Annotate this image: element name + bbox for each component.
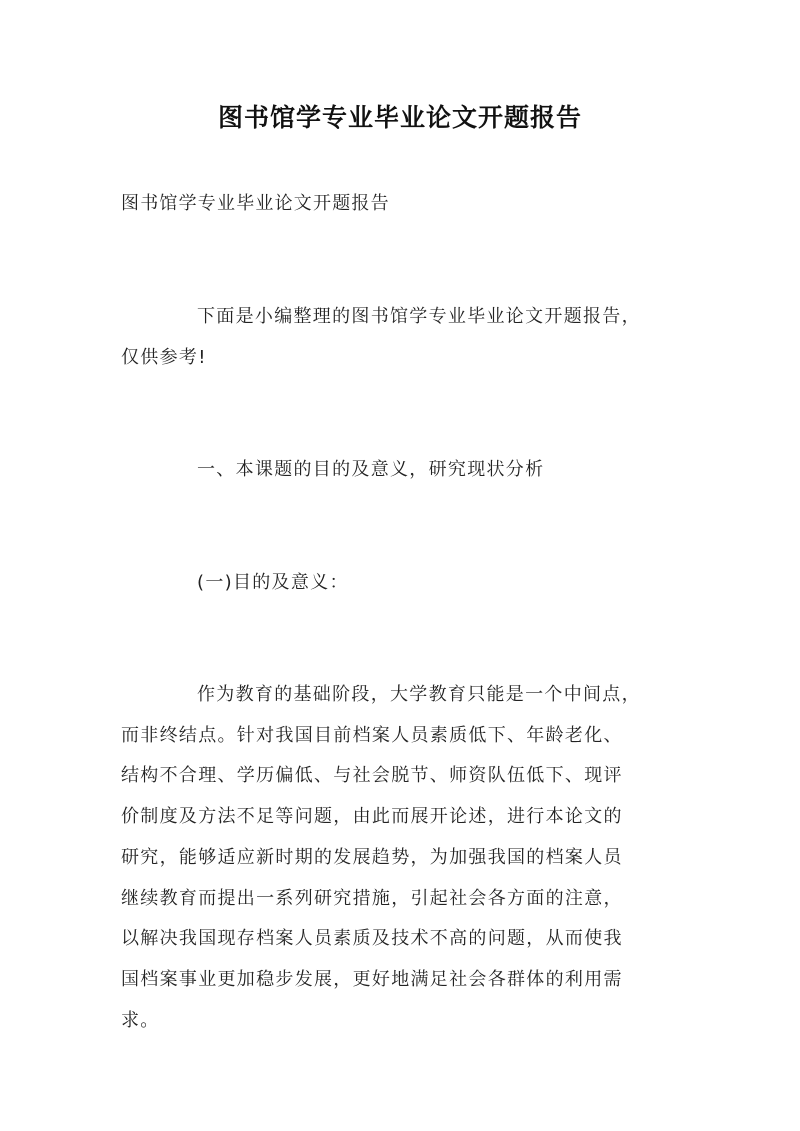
intro-line: 下面是小编整理的图书馆学专业毕业论文开题报告， <box>197 306 641 327</box>
document-subtitle: 图书馆学专业毕业论文开题报告 <box>121 193 390 214</box>
intro-paragraph <box>121 297 701 378</box>
subsection-heading-text: (一)目的及意义： <box>197 572 349 593</box>
body-line: 求。 <box>121 1009 160 1031</box>
section-heading-text: 一、本课题的目的及意义，研究现状分析 <box>197 459 545 480</box>
document-title: 图书馆学专业毕业论文开题报告 <box>217 103 582 132</box>
subsection-heading <box>121 563 701 604</box>
body-line: 作为教育的基础阶段，大学教育只能是一个中间点， <box>197 684 641 705</box>
intro-line: 仅供参考! <box>121 346 207 368</box>
body-line: 以解决我国现存档案人员素质及技术不高的问题，从而使我 <box>121 928 623 950</box>
body-line: 结构不合理、学历偏低、与社会脱节、师资队伍低下、现评 <box>121 765 623 787</box>
section-heading <box>121 450 701 491</box>
body-line: 研究，能够适应新时期的发展趋势，为加强我国的档案人员 <box>121 846 623 868</box>
body-line: 继续教育而提出一系列研究措施，引起社会各方面的注意， <box>121 887 623 909</box>
body-line: 而非终结点。针对我国目前档案人员素质低下、年龄老化、 <box>121 724 623 746</box>
body-line: 价制度及方法不足等问题，由此而展开论述，进行本论文的 <box>121 806 623 828</box>
body-paragraph <box>121 675 701 1041</box>
body-line: 国档案事业更加稳步发展，更好地满足社会各群体的利用需 <box>121 968 623 990</box>
